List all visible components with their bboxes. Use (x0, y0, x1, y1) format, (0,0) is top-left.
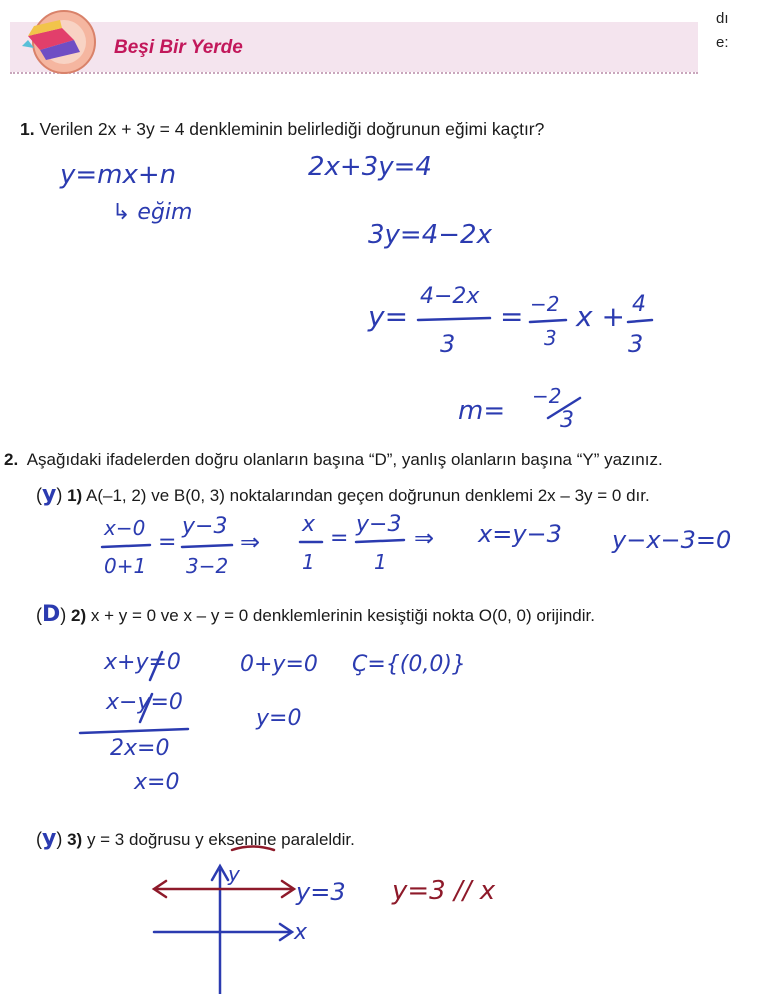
statement-2: (D) 2) x + y = 0 ve x – y = 0 denklemlerinin kesiştiği nokta O(0, 0) orijindir. (36, 602, 595, 627)
section-title: Beşi Bir Yerde (114, 37, 243, 58)
fraction-bar (102, 545, 150, 547)
handwritten-equals: = (500, 300, 524, 333)
handwritten-denominator: 3 (440, 330, 456, 358)
statement-1: (y) 1) A(–1, 2) ve B(0, 3) noktalarından geçen doğrunun denklemi 2x – 3y = 0 dır. (36, 482, 650, 507)
cancel-stroke (140, 694, 152, 722)
statement-text: y = 3 doğrusu y eksenine paraleldir. (86, 830, 355, 849)
handwritten-line: y=0 (256, 706, 302, 731)
handwritten-arrow-label: ↳ eğim (112, 200, 193, 225)
sum-line (80, 729, 188, 733)
handwritten-numerator: y−3 (356, 512, 402, 537)
line-label: y=3 (296, 878, 346, 906)
handwritten-equals: = (158, 530, 177, 555)
handwritten-step: y= (368, 300, 409, 333)
handwritten-line: x+y=0 (104, 650, 181, 675)
handwritten-numerator: −2 (532, 384, 562, 408)
statement-label: 1) (67, 486, 83, 505)
handwritten-numerator: 4 (632, 292, 646, 317)
fraction-bar (418, 318, 490, 320)
handwritten-numerator: x−0 (104, 516, 146, 540)
axis-label-x: x (294, 920, 308, 945)
cut-off-text: dı (716, 10, 729, 27)
handwritten-denominator: 1 (374, 550, 387, 574)
handwritten-result: x=y−3 (478, 520, 562, 548)
handwritten-arrow: ⇒ (240, 528, 261, 556)
handwritten-denominator: 3 (560, 408, 574, 433)
underline-mark (232, 847, 274, 851)
handwritten-numerator: 4−2x (420, 284, 480, 309)
handwritten-parallel-note: y=3 // x (392, 876, 496, 906)
handwritten-term: x + (576, 300, 625, 333)
handwritten-step: 3y=4−2x (368, 220, 492, 250)
handwritten-result: y−x−3=0 (612, 526, 732, 554)
handwritten-numerator: −2 (530, 292, 560, 316)
question-number: 1. (20, 119, 35, 139)
fraction-bar (182, 545, 232, 547)
statement-label: 3) (67, 830, 83, 849)
axis-label-y: y (228, 862, 240, 886)
handwritten-solution-set: Ç={(0,0)} (352, 652, 466, 677)
question-text: Aşağıdaki ifadelerden doğru olanların başına “D”, yanlış olanların başına “Y” yazınız. (26, 450, 663, 469)
statement-text: A(–1, 2) ve B(0, 3) noktalarından geçen doğrunun denklemi 2x – 3y = 0 dır. (86, 486, 650, 505)
handwritten-line: 2x=0 (110, 736, 170, 761)
question-number: 2. (4, 450, 19, 469)
handwritten-denominator: 3 (544, 326, 557, 350)
fraction-bar (628, 320, 652, 322)
statement-3: (y) 3) y = 3 doğrusu y eksenine paraleldir. (36, 826, 355, 851)
handwritten-line: 0+y=0 (240, 652, 318, 677)
handwritten-denominator: 1 (302, 550, 315, 574)
cancel-stroke (150, 652, 162, 680)
handwritten-line: x−y=0 (106, 690, 183, 715)
fraction-slash (548, 398, 580, 418)
handwritten-line: x=0 (134, 770, 180, 795)
handwritten-denominator: 3−2 (186, 554, 229, 578)
handwritten-answer: m= (458, 396, 506, 426)
question-text: Verilen 2x + 3y = 4 denkleminin belirlediği doğrunun eğimi kaçtır? (39, 119, 545, 139)
handwritten-step: 2x+3y=4 (308, 152, 432, 182)
handwritten-numerator: y−3 (182, 514, 228, 539)
handwritten-equals: = (330, 526, 349, 551)
handwritten-formula: y=mx+n (60, 160, 177, 190)
answer-mark: y (42, 482, 57, 507)
handwritten-numerator: x (302, 512, 316, 537)
statement-text: x + y = 0 ve x – y = 0 denklemlerinin kesiştiği nokta O(0, 0) orijindir. (90, 606, 595, 625)
statement-label: 2) (71, 606, 87, 625)
handwritten-denominator: 3 (628, 330, 644, 358)
fraction-bar (530, 320, 566, 322)
answer-mark: y (42, 826, 57, 851)
answer-mark: D (42, 602, 61, 627)
fraction-bar (356, 540, 404, 542)
handwritten-denominator: 0+1 (104, 554, 147, 578)
cut-off-text: e: (716, 34, 729, 51)
handwritten-arrow: ⇒ (414, 524, 435, 552)
